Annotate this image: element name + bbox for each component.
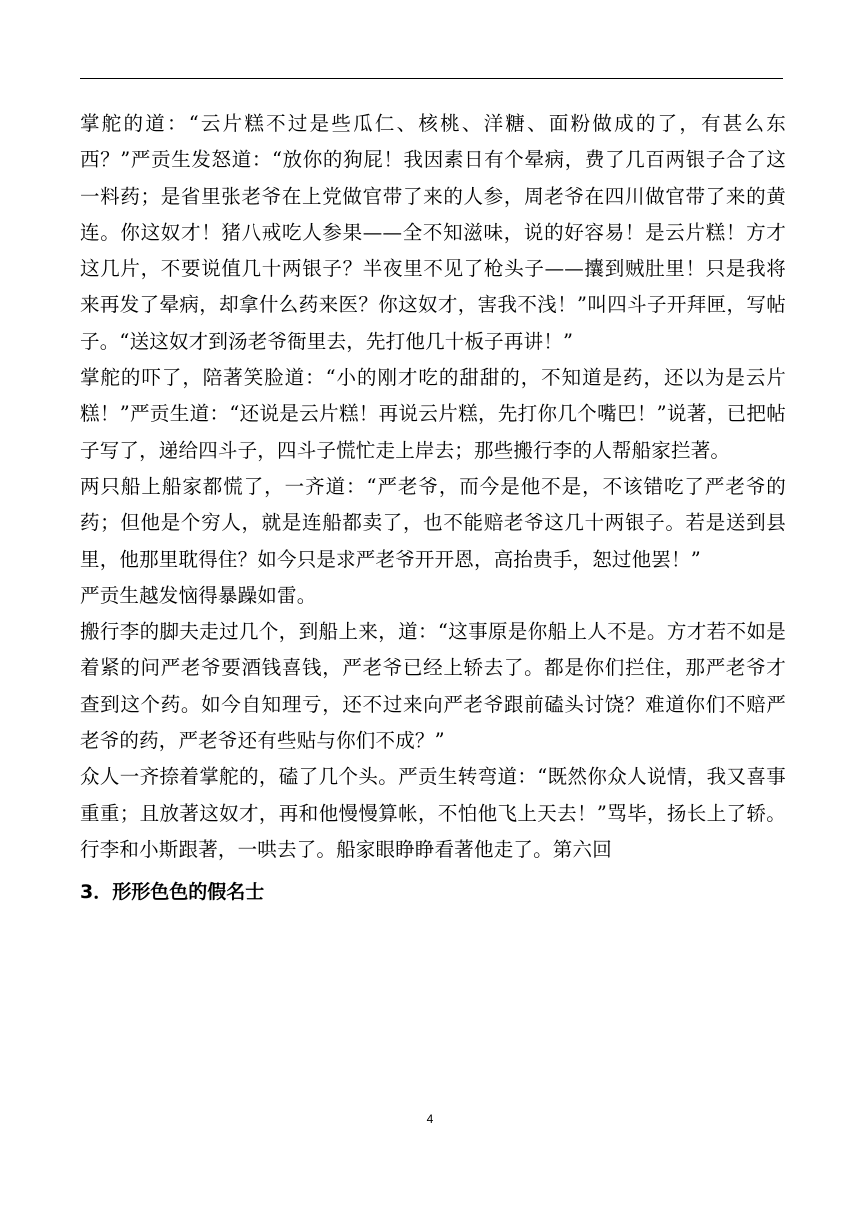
header-rule xyxy=(80,78,783,79)
document-body xyxy=(80,106,786,910)
paragraph-6: 众人一齐捺着掌舵的，磕了几个头。严贡生转弯道：“既然你众人说情，我又喜事重重；且放著这奴才，再和他慢慢算帐，不怕他飞上天去！”骂毕，扬长上了轿。行李和小斯跟著，一哄去了。船家眼睁睁看著他走了。第六回 xyxy=(80,765,786,861)
paragraph-1: 掌舵的道：“云片糕不过是些瓜仁、核桃、洋糖、面粉做成的了，有甚么东西？”严贡生发怒道：“放你的狗屁！我因素日有个晕病，费了几百两银子合了这一料药；是省里张老爷在上党做官带了来的人参，周老爷在四川做官带了来的黄连。你这奴才！猪八戒吃人参果——全不知滋味，说的好容易！是云片糕！方才这几片，不要说值几十两银子？半夜里不见了枪头子——攮到贼肚里！只是我将来再发了晕病，却拿什么药来医？你这奴才，害我不浅！”叫四斗子开拜匣，写帖子。“送这奴才到汤老爷衙里去，先打他几十板子再讲！” xyxy=(80,112,786,353)
section-heading: 3．形形色色的假名士 xyxy=(80,881,265,904)
page-number: 4 xyxy=(426,1112,434,1126)
paragraph-5: 搬行李的脚夫走过几个，到船上来，道：“这事原是你船上人不是。方才若不如是着紧的问严老爷要酒钱喜钱，严老爷已经上轿去了。都是你们拦住，那严老爷才查到这个药。如今自知理亏，还不过来向严老爷跟前磕头讨饶？难道你们不赔严老爷的药，严老爷还有些贴与你们不成？” xyxy=(80,620,786,753)
paragraph-3: 两只船上船家都慌了，一齐道：“严老爷，而今是他不是，不该错吃了严老爷的药；但他是个穷人，就是连船都卖了，也不能赔老爷这几十两银子。若是送到县里，他那里耽得住？如今只是求严老爷开开恩，高抬贵手，恕过他罢！” xyxy=(80,474,786,571)
paragraph-4: 严贡生越发恼得暴躁如雷。 xyxy=(80,583,317,607)
paragraph-2: 掌舵的吓了，陪著笑脸道：“小的刚才吃的甜甜的，不知道是药，还以为是云片糕！”严贡生道：“还说是云片糕！再说云片糕，先打你几个嘴巴！”说著，已把帖子写了，递给四斗子，四斗子慌忙走上岸去；那些搬行李的人帮船家拦著。 xyxy=(80,366,786,462)
